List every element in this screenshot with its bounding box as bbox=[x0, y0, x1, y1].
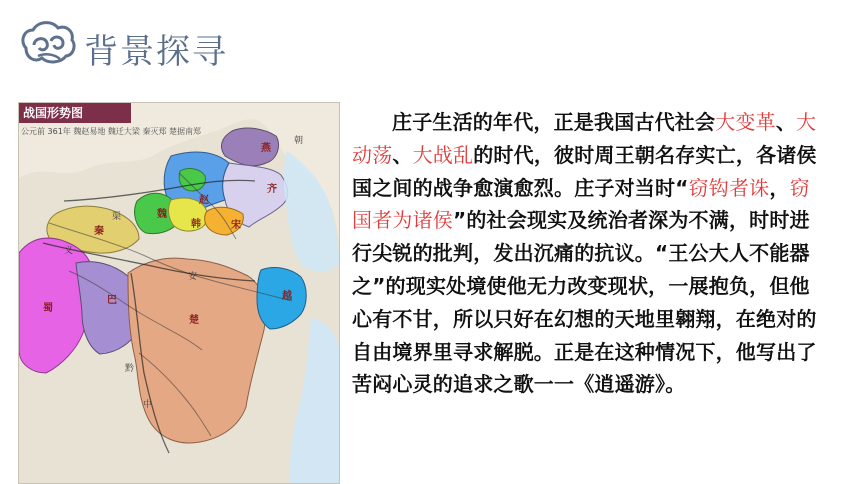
warring-states-map bbox=[18, 102, 340, 484]
text-segment-8: 窃钩者诛 bbox=[688, 175, 770, 200]
map-label-shu: 蜀 bbox=[43, 303, 53, 314]
text-segment-6: 大战乱 bbox=[412, 142, 474, 167]
text-segment-3: 、 bbox=[775, 110, 797, 134]
map-label-chu: 楚 bbox=[189, 315, 199, 326]
map-label-ba: 巴 bbox=[107, 295, 117, 306]
text-segment-4: 大动荡 bbox=[352, 110, 817, 167]
map-label-han: 韩 bbox=[191, 219, 201, 230]
map-label-qin: 秦 bbox=[94, 226, 104, 237]
map-label-qian: 黔 bbox=[125, 364, 135, 374]
map-label-yi: 义 bbox=[64, 246, 74, 256]
text-segment-7: 的时代，彼时周王朝名存实亡，各诸侯国之间的战争愈演愈烈。庄子对当时“ bbox=[352, 142, 817, 200]
text-segment-1: 庄子生活的年代，正是我国古代社会 bbox=[392, 110, 716, 134]
map-label-yue: 越 bbox=[282, 291, 292, 302]
text-segment-11: ”的社会现实及统治者深为不满，时时进行尖锐的批判，发出沉痛的抗议。“王公大人不能器之”的现实处境使他无力改变现状，一展抱负，但他心有不甘，所以只好在幻想的天地里翱翔，在绝对的自由境界里寻求解脱。正是在这种情况下，他写出了苦闷心灵的追求之歌一一《逍遥游》。 bbox=[352, 208, 817, 397]
cloud-icon bbox=[18, 18, 76, 72]
map-subtitle: 公元前 361年 魏赵易地 魏迁大梁 秦灭郑 楚据南郑 bbox=[21, 127, 201, 136]
map-label-song: 宋 bbox=[231, 220, 241, 231]
text-segment-10: 窃国者为诸侯 bbox=[352, 175, 810, 233]
map-label-zhong: 中 bbox=[143, 400, 153, 410]
text-segment-2: 大变革 bbox=[715, 110, 776, 134]
slide-header bbox=[0, 0, 860, 90]
map-label-wei: 魏 bbox=[157, 209, 167, 220]
map-label-qu: 渠 bbox=[112, 212, 122, 222]
map-title: 战国形势图 bbox=[23, 106, 84, 120]
map-graphic bbox=[19, 103, 339, 483]
map-label-chao: 朝 bbox=[294, 136, 304, 146]
map-label-qi: 齐 bbox=[267, 184, 277, 195]
map-label-yan: 燕 bbox=[261, 143, 271, 154]
map-label-zhao: 赵 bbox=[199, 195, 209, 206]
text-segment-9: ， bbox=[769, 175, 790, 200]
map-label-an: 安 bbox=[188, 272, 198, 282]
background-text bbox=[352, 106, 826, 466]
text-segment-5: 、 bbox=[392, 142, 413, 167]
page-title: 背景探寻 bbox=[84, 32, 228, 72]
